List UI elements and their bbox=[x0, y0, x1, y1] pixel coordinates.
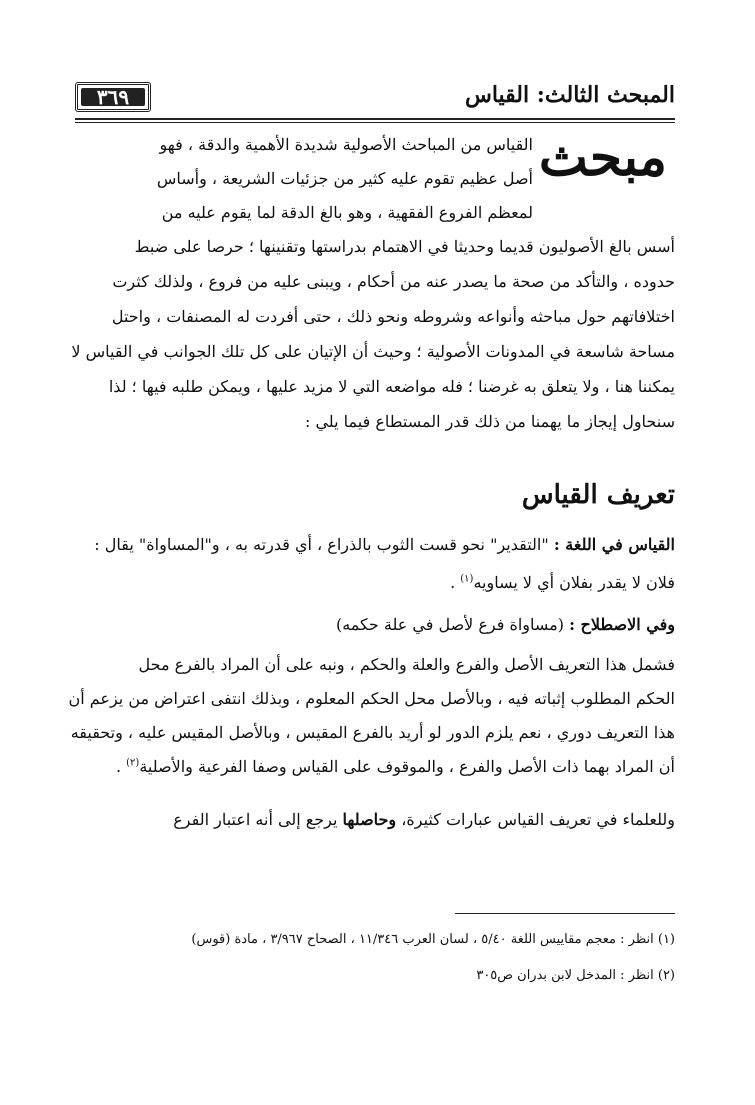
definition-term bbox=[75, 615, 675, 645]
def-lang-text: "التقدير" نحو قست الثوب بالذراع ، أي قدرته به ، و"المساواة" يقال : bbox=[94, 535, 554, 554]
intro-line: لمعظم الفروع الفقهية ، وهو بالغ الدقة لما يقوم عليه من bbox=[161, 203, 533, 222]
def-lang-line-1 bbox=[94, 535, 675, 554]
def-term-label: وفي الاصطلاح : bbox=[569, 615, 675, 634]
def-lang-text-2: فلان لا يقدر بفلان أي لا يساويه bbox=[473, 573, 675, 592]
closing-paragraph bbox=[75, 810, 675, 840]
page-header bbox=[75, 78, 675, 118]
body-line: اختلافاتهم حول مباحثه وأنواعه وشروطه ونحو ذلك ، حتى أفردت له المصنفات ، واحتل bbox=[111, 307, 675, 326]
para2-line: الحكم المطلوب إثباته فيه ، وبالأصل محل الحكم المعلوم ، وبذلك انتفى اعتراض من يزعم أن bbox=[68, 689, 675, 708]
analysis-paragraph bbox=[68, 655, 675, 795]
body-line: سنحاول إيجاز ما يهمنا من ذلك قدر المستطاع فيما يلي : bbox=[304, 412, 675, 431]
footnote-ref: (١) bbox=[460, 573, 474, 585]
header-rule bbox=[75, 118, 675, 120]
definition-language bbox=[75, 535, 675, 615]
def-lang-line-2 bbox=[450, 573, 675, 592]
para3-line bbox=[173, 810, 675, 829]
section-heading-word: مبحث bbox=[538, 127, 667, 188]
body-paragraph bbox=[71, 237, 675, 467]
footnote-2: (٢) انظر : المدخل لابن بدران ص٣٠٥ bbox=[476, 968, 675, 983]
intro-block bbox=[77, 135, 533, 235]
footnote-1: (١) انظر : معجم مقاييس اللغة ٥/٤٠ ، لسان العرب ١١/٣٤٦ ، الصحاح ٣/٩٦٧ ، مادة (قوس) bbox=[191, 932, 675, 947]
running-title: المبحث الثالث: القياس bbox=[464, 82, 675, 108]
para2-line: فشمل هذا التعريف الأصل والفرع والعلة والحكم ، ونبه على أن المراد بالفرع محل bbox=[138, 655, 675, 674]
footnote-separator bbox=[455, 913, 675, 914]
para3-post: يرجع إلى أنه اعتبار الفرع bbox=[173, 810, 343, 829]
para2-last-text: أن المراد بهما ذات الأصل والفرع ، والموقوف على القياس وصفا الفرعية والأصلية bbox=[139, 757, 675, 776]
def-term-text: (مساواة فرع لأصل في علة حكمه) bbox=[335, 615, 570, 634]
body-line: مساحة شاسعة في المدونات الأصولية ؛ وحيث أن الإتيان على كل تلك الجوانب في القياس لا bbox=[71, 342, 675, 361]
body-line: أسس بالغ الأصوليون قديما وحديثا في الاهتمام بدراستها وتقنينها ؛ حرصا على ضبط bbox=[134, 237, 675, 256]
para3-bold: وحاصلها bbox=[342, 810, 397, 829]
intro-line: أصل عظيم تقوم عليه كثير من جزئيات الشريعة ، وأساس bbox=[156, 169, 533, 188]
footnote-ref: (٢) bbox=[126, 757, 140, 769]
header-rule-thin bbox=[75, 122, 675, 123]
page-number-box bbox=[75, 82, 151, 112]
def-lang-label: القياس في اللغة : bbox=[553, 535, 675, 554]
para2-line: هذا التعريف دوري ، نعم يلزم الدور لو أريد بالفرع المقيس ، وبالأصل المقيس عليه ، وتحقيقه bbox=[70, 723, 675, 742]
body-line: حدوده ، والتأكد من صحة ما يصدر عنه من أحكام ، ويبنى عليه من فروع ، ولذلك كثرت bbox=[112, 272, 675, 291]
para2-last-end: . bbox=[115, 757, 127, 776]
page-number: ٣٦٩ bbox=[96, 85, 130, 109]
def-term-line bbox=[336, 615, 675, 634]
para2-last-line bbox=[116, 757, 675, 776]
intro-line: القياس من المباحث الأصولية شديدة الأهمية والدقة ، فهو bbox=[159, 135, 533, 154]
def-lang-end: . bbox=[450, 573, 461, 592]
subheading: تعريف القياس bbox=[521, 480, 675, 510]
body-line: يمكننا هنا ، ولا يتعلق به غرضنا ؛ فله مواضعه التي لا مزيد عليها ، ويمكن طلبه فيها ؛ لذا bbox=[108, 377, 675, 396]
para3-pre: وللعلماء في تعريف القياس عبارات كثيرة، bbox=[396, 810, 675, 829]
